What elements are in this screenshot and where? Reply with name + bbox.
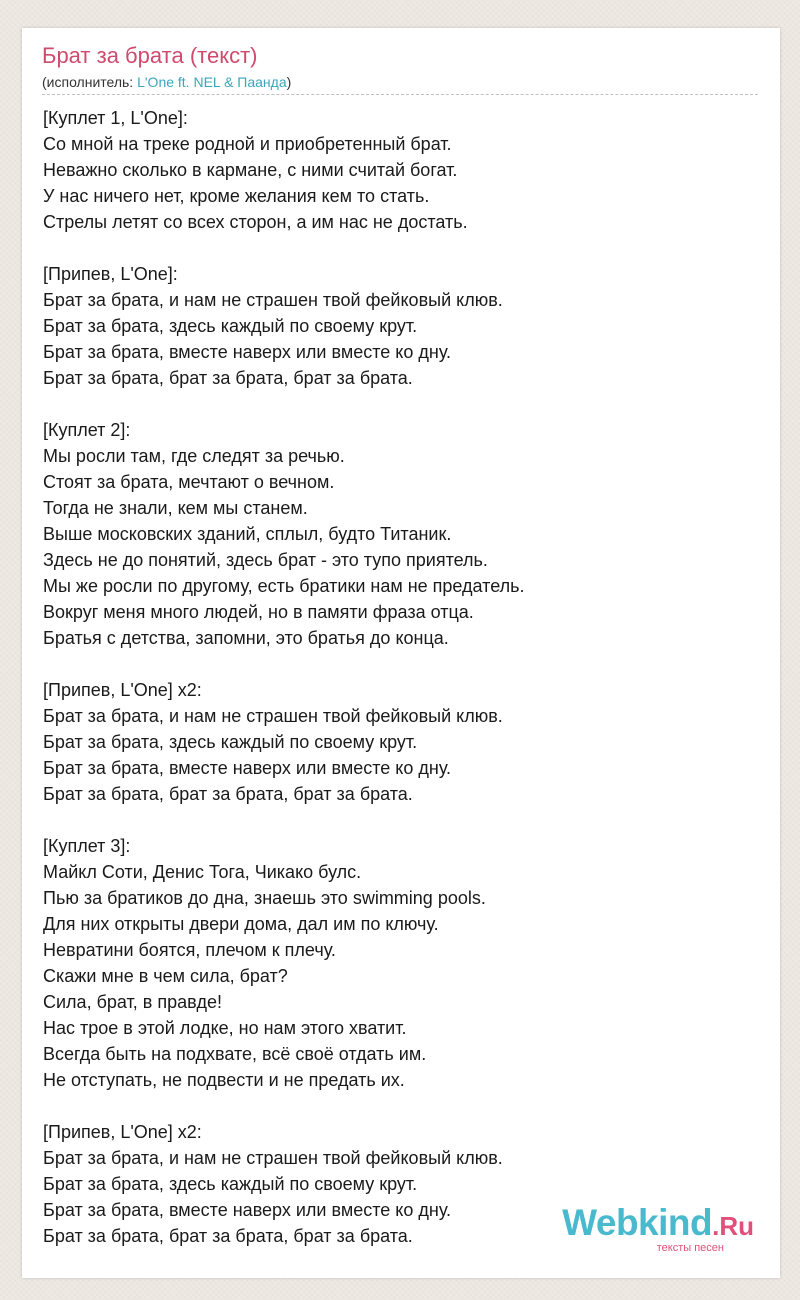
lyric-line: Здесь не до понятий, здесь брат - это тупо приятель.: [43, 550, 488, 570]
lyric-line: Брат за брата, брат за брата, брат за брата.: [43, 1226, 413, 1246]
stanza-heading: [Куплет 3]:: [43, 836, 131, 856]
lyric-line: Выше московских зданий, сплыл, будто Титаник.: [43, 524, 452, 544]
stanza-gap: [43, 1093, 763, 1119]
stanza: [43, 105, 763, 235]
stanza: [43, 417, 763, 651]
lyric-line: Брат за брата, и нам не страшен твой фейковый клюв.: [43, 290, 503, 310]
lyric-line: Брат за брата, здесь каждый по своему крут.: [43, 316, 418, 336]
lyric-line: Брат за брата, брат за брата, брат за брата.: [43, 784, 413, 804]
lyric-line: Стрелы летят со всех сторон, а им нас не достать.: [43, 212, 468, 232]
lyric-line: Скажи мне в чем сила, брат?: [43, 966, 288, 986]
lyric-line: Брат за брата, вместе наверх или вместе ко дну.: [43, 1200, 452, 1220]
title-divider: [42, 94, 758, 95]
lyric-line: Брат за брата, вместе наверх или вместе ко дну.: [43, 342, 452, 362]
stanza-heading: [Припев, L'One] x2:: [43, 680, 202, 700]
artist-link[interactable]: L'One ft. NEL & Паанда: [137, 74, 287, 90]
lyric-line: Тогда не знали, кем мы станем.: [43, 498, 308, 518]
stanza: [43, 833, 763, 1093]
stanza-gap: [43, 235, 763, 261]
lyric-line: Пью за братиков до дна, знаешь это swimming pools.: [43, 888, 486, 908]
logo-tagline: тексты песен: [656, 1242, 724, 1254]
lyric-line: Вокруг меня много людей, но в памяти фраза отца.: [43, 602, 474, 622]
lyrics-card: [22, 28, 780, 1278]
lyric-line: Невратини боятся, плечом к плечу.: [43, 940, 336, 960]
lyrics-body: [43, 105, 763, 1249]
lyric-line: Брат за брата, и нам не страшен твой фейковый клюв.: [43, 1148, 503, 1168]
lyric-line: Стоят за брата, мечтают о вечном.: [43, 472, 335, 492]
lyric-line: Мы росли там, где следят за речью.: [43, 446, 345, 466]
artist-prefix: (исполнитель:: [42, 74, 138, 90]
page-title: Брат за брата (текст): [42, 43, 258, 68]
lyric-line: Неважно сколько в кармане, с ними считай богат.: [43, 160, 458, 180]
lyric-line: Не отступать, не подвести и не предать их.: [43, 1070, 405, 1090]
stanza-heading: [Куплет 1, L'One]:: [43, 108, 188, 128]
lyric-line: Нас трое в этой лодке, но нам этого хватит.: [43, 1018, 407, 1038]
lyric-line: Для них открыты двери дома, дал им по ключу.: [43, 914, 439, 934]
stanza-heading: [Куплет 2]:: [43, 420, 131, 440]
stanza-gap: [43, 807, 763, 833]
lyric-line: Сила, брат, в правде!: [43, 992, 222, 1012]
lyric-line: Брат за брата, вместе наверх или вместе ко дну.: [43, 758, 452, 778]
lyric-line: Мы же росли по другому, есть братики нам не предатель.: [43, 576, 525, 596]
lyric-line: Со мной на треке родной и приобретенный брат.: [43, 134, 452, 154]
stanza: [43, 677, 763, 807]
lyric-line: У нас ничего нет, кроме желания кем то стать.: [43, 186, 430, 206]
lyric-line: Всегда быть на подхвате, всё своё отдать им.: [43, 1044, 427, 1064]
lyric-line: Майкл Соти, Денис Тога, Чикако булс.: [43, 862, 362, 882]
lyric-line: Братья с детства, запомни, это братья до конца.: [43, 628, 449, 648]
artist-line: [42, 73, 291, 91]
stanza-heading: [Припев, L'One]:: [43, 264, 178, 284]
stanza: [43, 261, 763, 391]
lyric-line: Брат за брата, здесь каждый по своему крут.: [43, 732, 418, 752]
lyric-line: Брат за брата, и нам не страшен твой фейковый клюв.: [43, 706, 503, 726]
stanza-gap: [43, 391, 763, 417]
stanza-gap: [43, 651, 763, 677]
logo-wordmark: [562, 1202, 754, 1244]
lyric-line: Брат за брата, здесь каждый по своему крут.: [43, 1174, 418, 1194]
stanza-heading: [Припев, L'One] x2:: [43, 1122, 202, 1142]
logo-name: Webkind: [562, 1202, 713, 1243]
site-logo[interactable]: [562, 1202, 754, 1254]
artist-suffix: ): [286, 74, 292, 90]
lyric-line: Брат за брата, брат за брата, брат за брата.: [43, 368, 413, 388]
logo-tld: .Ru: [712, 1211, 754, 1241]
